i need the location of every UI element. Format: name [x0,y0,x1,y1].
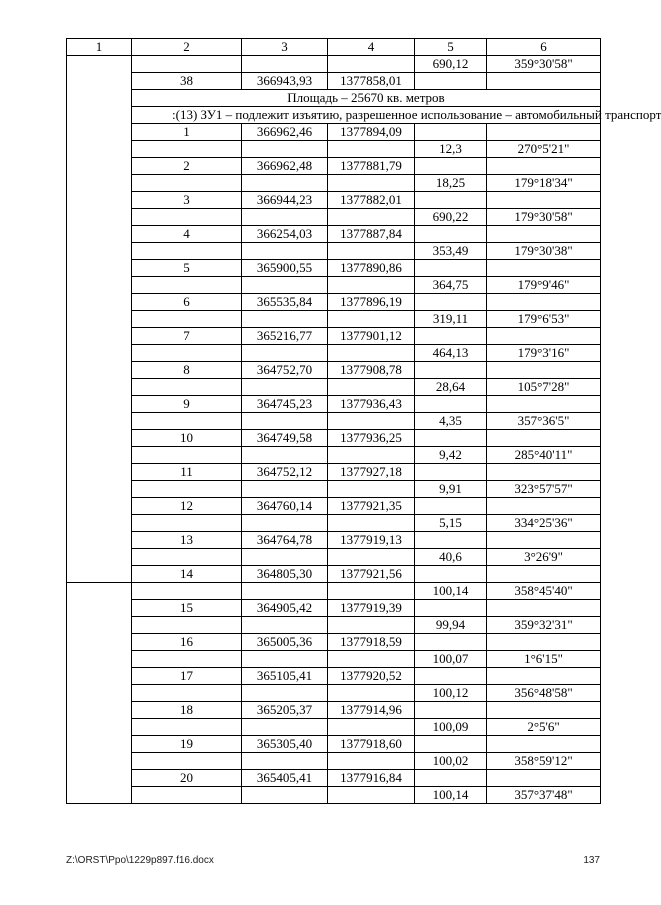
table-cell [132,277,242,294]
table-cell [328,719,415,736]
first-column-cell [67,56,132,583]
table-cell [415,600,487,617]
table-cell: 1377901,12 [328,328,415,345]
table-cell [132,685,242,702]
table-cell: 1377914,96 [328,702,415,719]
table-cell: 12 [132,498,242,515]
table-cell [415,73,487,90]
header-cell: 3 [242,39,328,56]
table-cell: 1377881,79 [328,158,415,175]
table-cell [242,787,328,804]
table-cell [132,413,242,430]
table-cell: 4 [132,226,242,243]
table-cell [328,549,415,566]
table-cell [328,787,415,804]
table-cell [415,226,487,243]
table-row [67,73,601,90]
table-cell: 2 [132,158,242,175]
table-row [67,719,601,736]
table-cell [487,600,601,617]
table-cell: 1377916,84 [328,770,415,787]
table-cell [132,141,242,158]
table-cell: 12,3 [415,141,487,158]
table-cell: 20 [132,770,242,787]
table-cell [415,770,487,787]
table-row [67,651,601,668]
table-cell [328,515,415,532]
table-cell: 105°7'28" [487,379,601,396]
table-cell [328,617,415,634]
table-cell [242,481,328,498]
area-row [67,90,601,107]
table-cell [415,362,487,379]
table-cell: 100,09 [415,719,487,736]
table-cell: 5 [132,260,242,277]
table-row [67,56,601,73]
table-cell: 179°9'46" [487,277,601,294]
table-row [67,226,601,243]
table-cell [415,124,487,141]
table-cell: 13 [132,532,242,549]
table-cell: 1377919,13 [328,532,415,549]
table-cell: 1377890,86 [328,260,415,277]
table-cell: 100,14 [415,583,487,600]
table-cell [415,158,487,175]
table-row [67,583,601,600]
table-cell: 359°32'31" [487,617,601,634]
table-cell: 366254,03 [242,226,328,243]
table-cell: 356°48'58" [487,685,601,702]
table-cell [242,56,328,73]
table-cell: 10 [132,430,242,447]
table-row [67,175,601,192]
table-row [67,192,601,209]
table-cell [242,345,328,362]
table-cell [487,192,601,209]
table-row [67,124,601,141]
table-cell: 179°18'34" [487,175,601,192]
table-cell [487,532,601,549]
table-cell [415,702,487,719]
table-cell: 5,15 [415,515,487,532]
table-row [67,396,601,413]
table-row [67,532,601,549]
table-cell [487,430,601,447]
table-cell: 364905,42 [242,600,328,617]
table-cell: 365405,41 [242,770,328,787]
table-cell: 179°30'58" [487,209,601,226]
table-cell [415,498,487,515]
table-row [67,277,601,294]
table-row [67,702,601,719]
table-row [67,787,601,804]
table-cell: 285°40'11" [487,447,601,464]
table-cell: 14 [132,566,242,583]
table-cell: 366944,23 [242,192,328,209]
table-cell [415,192,487,209]
area-text: Площадь – 25670 кв. метров [132,90,601,107]
table-row [67,430,601,447]
table-cell [328,583,415,600]
table-cell [415,634,487,651]
footer-page-number: 137 [583,855,600,866]
table-cell: 366962,46 [242,124,328,141]
table-cell: 1377887,84 [328,226,415,243]
table-cell: 364805,30 [242,566,328,583]
table-cell: 3 [132,192,242,209]
table-row [67,447,601,464]
table-row [67,498,601,515]
table-cell [415,464,487,481]
footer-file-path: Z:\ORST\Ppo\1229p897.f16.docx [66,855,214,866]
table-cell [328,209,415,226]
table-cell: 1°6'15" [487,651,601,668]
table-cell: 9,91 [415,481,487,498]
table-cell [242,175,328,192]
table-cell: 364745,23 [242,396,328,413]
header-cell: 4 [328,39,415,56]
table-cell: 323°57'57" [487,481,601,498]
table-cell: 357°37'48" [487,787,601,804]
table-cell [328,413,415,430]
table-cell: 1377936,43 [328,396,415,413]
table-row [67,566,601,583]
table-cell [242,583,328,600]
table-cell [242,277,328,294]
table-cell: 1377918,59 [328,634,415,651]
table-row [67,209,601,226]
table-row [67,379,601,396]
table-row [67,753,601,770]
table-cell [487,736,601,753]
table-cell [242,379,328,396]
table-cell [328,175,415,192]
table-cell [415,532,487,549]
table-cell [487,702,601,719]
table-cell [487,294,601,311]
table-cell [415,294,487,311]
table-cell [487,396,601,413]
table-cell: 6 [132,294,242,311]
table-cell: 365005,36 [242,634,328,651]
table-cell: 366962,48 [242,158,328,175]
table-cell: 365305,40 [242,736,328,753]
table-cell: 1377894,09 [328,124,415,141]
table-cell: 365900,55 [242,260,328,277]
table-cell [328,345,415,362]
table-cell [132,311,242,328]
table-cell: 179°30'38" [487,243,601,260]
table-cell: 8 [132,362,242,379]
table-cell [132,447,242,464]
header-row [67,39,601,56]
table-cell [132,175,242,192]
table-cell: 28,64 [415,379,487,396]
table-row [67,515,601,532]
table-cell [328,447,415,464]
table-cell [132,379,242,396]
table-cell [242,141,328,158]
coordinates-table [66,38,661,804]
table-cell: 2°5'6" [487,719,601,736]
table-cell [328,685,415,702]
table-cell: 16 [132,634,242,651]
table-cell [132,345,242,362]
table-cell [415,328,487,345]
table-cell: 319,11 [415,311,487,328]
table-cell [487,328,601,345]
table-cell: 1377921,56 [328,566,415,583]
table-cell [415,736,487,753]
table-cell: 100,02 [415,753,487,770]
table-cell [242,719,328,736]
table-cell [132,787,242,804]
table-cell [242,549,328,566]
table-row [67,617,601,634]
table-cell [328,243,415,260]
table-cell [487,498,601,515]
table-cell [328,277,415,294]
table-cell: 1 [132,124,242,141]
table-cell: 38 [132,73,242,90]
table-cell [132,583,242,600]
table-cell [242,617,328,634]
table-cell [487,464,601,481]
table-cell [242,243,328,260]
table-cell: 11 [132,464,242,481]
table-row [67,260,601,277]
header-cell: 2 [132,39,242,56]
table-cell: 9,42 [415,447,487,464]
table-cell [415,668,487,685]
table-row [67,634,601,651]
table-cell [487,566,601,583]
table-cell [242,209,328,226]
table-cell [242,651,328,668]
table-cell [487,226,601,243]
table-cell: 353,49 [415,243,487,260]
table-cell [242,447,328,464]
table-cell [242,685,328,702]
table-cell: 365105,41 [242,668,328,685]
table-cell: 1377919,39 [328,600,415,617]
table-cell [132,753,242,770]
table-cell: 100,14 [415,787,487,804]
table-cell [242,413,328,430]
table-cell: 9 [132,396,242,413]
table-row [67,668,601,685]
section-row [67,107,601,124]
table-cell [328,753,415,770]
table-cell: 365216,77 [242,328,328,345]
table-cell: 1377918,60 [328,736,415,753]
table-row [67,311,601,328]
table-cell [487,668,601,685]
table-cell [132,56,242,73]
table-cell: 15 [132,600,242,617]
table-cell [132,719,242,736]
table-cell [132,549,242,566]
table-cell: 358°45'40" [487,583,601,600]
table-cell: 18 [132,702,242,719]
table-cell [328,311,415,328]
table-row [67,413,601,430]
table-cell: 270°5'21" [487,141,601,158]
table-row [67,481,601,498]
table-cell [415,566,487,583]
table-cell: 19 [132,736,242,753]
table-cell: 1377921,35 [328,498,415,515]
table-cell: 179°6'53" [487,311,601,328]
table-cell: 4,35 [415,413,487,430]
table-row [67,770,601,787]
table-cell [132,243,242,260]
table-cell: 364760,14 [242,498,328,515]
table-cell: 364764,78 [242,532,328,549]
table-cell [487,260,601,277]
table-cell [328,379,415,396]
table-cell: 1377920,52 [328,668,415,685]
table-cell [132,651,242,668]
header-cell: 6 [487,39,601,56]
table-cell: 359°30'58" [487,56,601,73]
section-description: :(13) ЗУ1 – подлежит изъятию, разрешенное использование – автомобильный транспорт [132,107,601,124]
table-cell: 7 [132,328,242,345]
table-cell: 464,13 [415,345,487,362]
table-cell [487,770,601,787]
table-cell: 358°59'12" [487,753,601,770]
table-cell [487,158,601,175]
table-cell [415,396,487,413]
table-cell: 366943,93 [242,73,328,90]
table-cell: 3°26'9" [487,549,601,566]
table-cell [132,515,242,532]
table-row [67,362,601,379]
table-cell [328,56,415,73]
table-row [67,141,601,158]
table-cell [328,651,415,668]
table-cell [487,73,601,90]
table-cell [487,362,601,379]
table-row [67,549,601,566]
table-row [67,685,601,702]
table-cell: 99,94 [415,617,487,634]
table-cell: 40,6 [415,549,487,566]
table-cell: 365205,37 [242,702,328,719]
table-cell: 1377858,01 [328,73,415,90]
table-cell [242,753,328,770]
header-cell: 5 [415,39,487,56]
table-cell: 364752,12 [242,464,328,481]
table-cell [242,515,328,532]
table-row [67,345,601,362]
table-cell [242,311,328,328]
table-cell: 365535,84 [242,294,328,311]
table-cell [132,481,242,498]
table-cell: 357°36'5" [487,413,601,430]
table-cell: 334°25'36" [487,515,601,532]
table-cell: 1377927,18 [328,464,415,481]
table-cell [415,260,487,277]
table-cell: 364749,58 [242,430,328,447]
table-cell: 1377882,01 [328,192,415,209]
table-cell [487,634,601,651]
table-cell: 100,07 [415,651,487,668]
table-cell [132,209,242,226]
table-cell [328,141,415,158]
table-row [67,328,601,345]
table-cell: 179°3'16" [487,345,601,362]
table-row [67,294,601,311]
table-cell [132,617,242,634]
table-cell: 364752,70 [242,362,328,379]
table-cell: 1377936,25 [328,430,415,447]
table-cell: 364,75 [415,277,487,294]
table-cell [415,430,487,447]
table-row [67,736,601,753]
header-cell: 1 [67,39,132,56]
table-row [67,243,601,260]
table-cell: 18,25 [415,175,487,192]
table-cell: 1377896,19 [328,294,415,311]
table-cell [487,124,601,141]
table-row [67,464,601,481]
table-cell: 1377908,78 [328,362,415,379]
table-cell: 100,12 [415,685,487,702]
table-row [67,600,601,617]
table-cell: 690,12 [415,56,487,73]
table-cell: 17 [132,668,242,685]
table-row [67,158,601,175]
first-column-cell [67,583,132,804]
table-cell: 690,22 [415,209,487,226]
table-cell [328,481,415,498]
